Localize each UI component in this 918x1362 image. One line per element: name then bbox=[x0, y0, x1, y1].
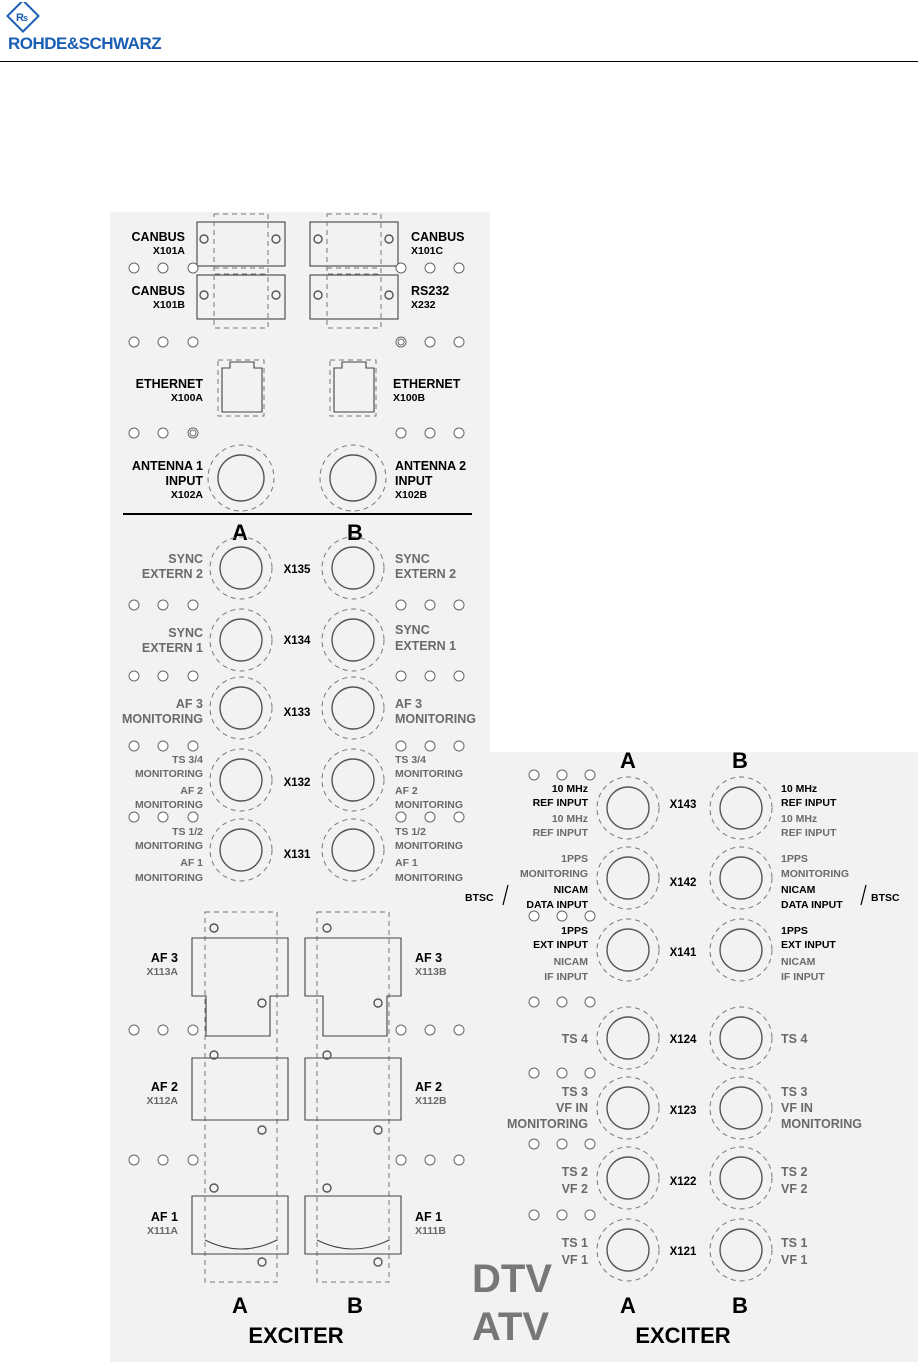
eth-b-name: ETHERNET bbox=[393, 377, 461, 391]
x123-b-line1: TS 3 bbox=[781, 1085, 808, 1099]
right-exciter-title: EXCITER bbox=[635, 1323, 731, 1348]
dtv-label: DTV bbox=[472, 1257, 552, 1301]
left-exciter-title: EXCITER bbox=[248, 1323, 344, 1348]
x141-b-line3: NICAM bbox=[781, 956, 816, 968]
x142-b-line3: NICAM bbox=[781, 884, 816, 896]
x132-a-line3: AF 2 bbox=[180, 785, 203, 797]
x141-a-line4: IF INPUT bbox=[544, 971, 588, 983]
x143-b-line2: REF INPUT bbox=[781, 797, 837, 809]
x124-id: X124 bbox=[669, 1034, 697, 1046]
x133-b-line2: MONITORING bbox=[395, 712, 477, 726]
x135-a-line1: SYNC bbox=[168, 552, 203, 566]
x124-b-line1: TS 4 bbox=[781, 1032, 808, 1046]
x135-b-line1: SYNC bbox=[395, 552, 430, 566]
btsc-right-label: BTSC bbox=[871, 892, 900, 904]
x131-b-line1: TS 1/2 bbox=[395, 826, 426, 838]
x123-b-line3: MONITORING bbox=[781, 1117, 863, 1131]
x141-id: X141 bbox=[669, 947, 697, 959]
x143-id: X143 bbox=[669, 799, 697, 811]
canbus-b-id: X101B bbox=[152, 299, 185, 311]
left-col-b-heading: B bbox=[347, 520, 363, 545]
x122-b-line1: TS 2 bbox=[781, 1165, 808, 1179]
x121-a-line1: TS 1 bbox=[561, 1236, 588, 1250]
x141-a-line3: NICAM bbox=[553, 956, 588, 968]
canbus-c-name: CANBUS bbox=[411, 230, 465, 244]
x123-a-line2: VF IN bbox=[556, 1101, 588, 1115]
x131-b-line3: AF 1 bbox=[395, 857, 418, 869]
x122-b-line2: VF 2 bbox=[781, 1182, 808, 1196]
x124-a-line1: TS 4 bbox=[561, 1032, 588, 1046]
x142-a-line2: MONITORING bbox=[519, 868, 588, 880]
x122-id: X122 bbox=[669, 1176, 697, 1188]
x123-a-line3: MONITORING bbox=[506, 1117, 588, 1131]
x141-a-line1: 1PPS bbox=[561, 925, 588, 937]
x122-a-line1: TS 2 bbox=[561, 1165, 588, 1179]
antenna-1-line2: INPUT bbox=[165, 474, 203, 488]
x134-b-line1: SYNC bbox=[395, 623, 430, 637]
af3-a-id: X113A bbox=[146, 966, 178, 978]
left-bottom-b: B bbox=[347, 1293, 363, 1318]
eth-b-id: X100B bbox=[393, 392, 426, 404]
x132-b-line4: MONITORING bbox=[395, 799, 464, 811]
x131-a-line4: MONITORING bbox=[134, 872, 203, 884]
antenna-2-id: X102B bbox=[395, 489, 428, 501]
x123-a-line1: TS 3 bbox=[561, 1085, 588, 1099]
canbus-b-name: CANBUS bbox=[131, 284, 185, 298]
eth-a-name: ETHERNET bbox=[135, 377, 203, 391]
brand-name: ROHDE&SCHWARZ bbox=[8, 34, 162, 53]
x132-b-line1: TS 3/4 bbox=[395, 754, 426, 766]
x132-a-line2: MONITORING bbox=[134, 768, 203, 780]
x131-b-line4: MONITORING bbox=[395, 872, 464, 884]
x123-id: X123 bbox=[669, 1105, 697, 1117]
af3-a-name: AF 3 bbox=[150, 951, 178, 965]
af1-b-name: AF 1 bbox=[415, 1210, 443, 1224]
svg-text:s: s bbox=[23, 13, 29, 23]
eth-a-id: X100A bbox=[170, 392, 203, 404]
x135-b-line2: EXTERN 2 bbox=[395, 567, 457, 581]
antenna-2-line2: INPUT bbox=[395, 474, 433, 488]
x132-a-line1: TS 3/4 bbox=[172, 754, 203, 766]
x142-b-line1: 1PPS bbox=[781, 853, 808, 865]
af1-b-id: X111B bbox=[415, 1225, 446, 1237]
canbus-c-id: X101C bbox=[411, 245, 444, 257]
x121-b-line1: TS 1 bbox=[781, 1236, 808, 1250]
x133-a-line2: MONITORING bbox=[121, 712, 203, 726]
x142-b-line4: DATA INPUT bbox=[781, 899, 843, 911]
x132-b-line2: MONITORING bbox=[395, 768, 464, 780]
x133-b-line1: AF 3 bbox=[395, 697, 423, 711]
antenna-1-id: X102A bbox=[170, 489, 203, 501]
af2-b-id: X112B bbox=[415, 1095, 447, 1107]
x131-b-line2: MONITORING bbox=[395, 840, 464, 852]
x143-b-line1: 10 MHz bbox=[781, 783, 818, 795]
x143-b-line4: REF INPUT bbox=[781, 827, 837, 839]
panel-cutout bbox=[490, 212, 918, 752]
x131-id: X131 bbox=[283, 849, 311, 861]
x134-id: X134 bbox=[283, 635, 311, 647]
antenna-1-line1: ANTENNA 1 bbox=[131, 459, 203, 473]
x141-a-line2: EXT INPUT bbox=[533, 939, 588, 951]
x131-a-line2: MONITORING bbox=[134, 840, 203, 852]
x143-a-line1: 10 MHz bbox=[551, 783, 588, 795]
af3-b-name: AF 3 bbox=[415, 951, 443, 965]
x134-b-line2: EXTERN 1 bbox=[395, 639, 457, 653]
x135-id: X135 bbox=[283, 564, 311, 576]
x121-a-line2: VF 1 bbox=[561, 1253, 588, 1267]
x142-a-line3: NICAM bbox=[553, 884, 588, 896]
x141-b-line2: EXT INPUT bbox=[781, 939, 836, 951]
antenna-2-line1: ANTENNA 2 bbox=[395, 459, 467, 473]
x132-id: X132 bbox=[283, 777, 311, 789]
x141-b-line4: IF INPUT bbox=[781, 971, 825, 983]
left-col-a-heading: A bbox=[232, 520, 248, 545]
x142-a-line4: DATA INPUT bbox=[526, 899, 588, 911]
x141-b-line1: 1PPS bbox=[781, 925, 808, 937]
x143-b-line3: 10 MHz bbox=[781, 813, 818, 825]
left-bottom-a: A bbox=[232, 1293, 248, 1318]
right-col-a-heading: A bbox=[620, 748, 636, 773]
right-bottom-a: A bbox=[620, 1293, 636, 1318]
svg-text:R: R bbox=[16, 12, 24, 24]
x123-b-line2: VF IN bbox=[781, 1101, 813, 1115]
canbus-a-name: CANBUS bbox=[131, 230, 185, 244]
x121-b-line2: VF 1 bbox=[781, 1253, 808, 1267]
canbus-a-id: X101A bbox=[152, 245, 185, 257]
rs232-id: X232 bbox=[411, 299, 436, 311]
x142-id: X142 bbox=[669, 877, 697, 889]
af3-b-id: X113B bbox=[415, 966, 447, 978]
x134-a-line2: EXTERN 1 bbox=[141, 641, 203, 655]
x143-a-line4: REF INPUT bbox=[532, 827, 588, 839]
x143-a-line2: REF INPUT bbox=[532, 797, 588, 809]
x135-a-line2: EXTERN 2 bbox=[141, 567, 203, 581]
x121-id: X121 bbox=[669, 1246, 697, 1258]
x143-a-line3: 10 MHz bbox=[551, 813, 588, 825]
right-bottom-b: B bbox=[732, 1293, 748, 1318]
af1-a-name: AF 1 bbox=[150, 1210, 178, 1224]
af2-a-id: X112A bbox=[146, 1095, 178, 1107]
x133-a-line1: AF 3 bbox=[175, 697, 203, 711]
btsc-left-label: BTSC bbox=[465, 892, 494, 904]
af2-b-name: AF 2 bbox=[415, 1080, 443, 1094]
rs232-name: RS232 bbox=[411, 284, 450, 298]
af2-a-name: AF 2 bbox=[150, 1080, 178, 1094]
x142-b-line2: MONITORING bbox=[781, 868, 850, 880]
x133-id: X133 bbox=[283, 707, 311, 719]
atv-label: ATV bbox=[472, 1305, 550, 1349]
af1-a-id: X111A bbox=[147, 1225, 178, 1237]
x142-a-line1: 1PPS bbox=[561, 853, 588, 865]
x132-a-line4: MONITORING bbox=[134, 799, 203, 811]
x131-a-line3: AF 1 bbox=[180, 857, 203, 869]
x134-a-line1: SYNC bbox=[168, 626, 203, 640]
x131-a-line1: TS 1/2 bbox=[172, 826, 203, 838]
x132-b-line3: AF 2 bbox=[395, 785, 418, 797]
right-col-b-heading: B bbox=[732, 748, 748, 773]
x122-a-line2: VF 2 bbox=[561, 1182, 588, 1196]
